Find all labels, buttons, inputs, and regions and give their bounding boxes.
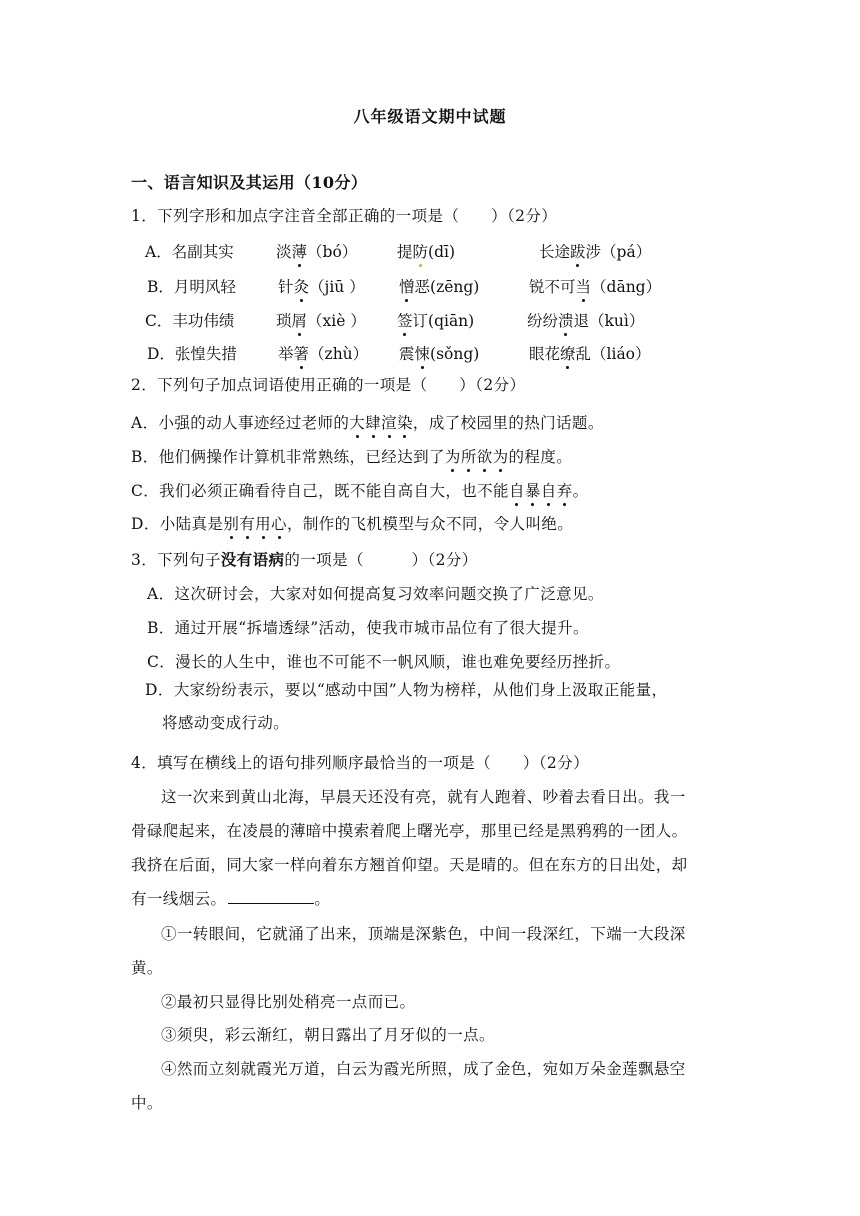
q4-sentence-2: ②最初只显得比别处稍亮一点而已。 <box>161 993 416 1011</box>
q1-option-c: C．丰功伟绩 琐屑（xiè ） 签订(qiān) 纷纷溃退（kuì） <box>145 312 645 330</box>
q4-sentence-1-line1: ①一转眼间，它就涌了出来，顶端是深紫色，中间一段深红，下端一大段深 <box>161 925 686 943</box>
q4-sentence-1-line2: 黄。 <box>131 959 163 977</box>
q4-passage-line1: 这一次来到黄山北海，早晨天还没有亮，就有人跑着、吵着去看日出。我一 <box>161 788 686 806</box>
answer-blank <box>228 889 314 904</box>
section-heading: 一、语言知识及其运用（10分） <box>131 173 368 192</box>
q3-stem: 3．下列句子没有语病的一项是（ ）（2分） <box>131 550 478 569</box>
q4-stem: 4．填写在横线上的语句排列顺序最恰当的一项是（ ）（2分） <box>131 754 589 772</box>
exam-title: 八年级语文期中试题 <box>353 107 507 126</box>
q3-option-d-line1: D．大家纷纷表示，要以“感动中国”人物为榜样，从他们身上汲取正能量， <box>145 681 668 699</box>
q2-option-a: A．小强的动人事迹经过老师的大肆渲染，成了校园里的热门话题。 <box>131 414 604 432</box>
q3-option-b: B．通过开展“拆墙透绿”活动，使我市城市品位有了很大提升。 <box>147 619 589 637</box>
q2-stem: 2．下列句子加点词语使用正确的一项是（ ）（2分） <box>131 376 526 394</box>
q3-option-a: A．这次研讨会，大家对如何提高复习效率问题交换了广泛意见。 <box>147 585 604 603</box>
q4-passage-line3: 我挤在后面，同大家一样向着东方翘首仰望。天是晴的。但在东方的日出处，却 <box>131 856 688 874</box>
q4-passage-line4: 有一线烟云。 。 <box>131 890 331 908</box>
q4-sentence-4-line2: 中。 <box>131 1094 163 1112</box>
q4-sentence-4-line1: ④然而立刻就霞光万道，白云为霞光所照，成了金色，宛如万朵金莲飘悬空 <box>161 1060 686 1078</box>
q3-option-c: C．漫长的人生中，谁也不可能不一帆风顺，谁也难免要经历挫折。 <box>147 653 621 671</box>
q1-stem: 1．下列字形和加点字注音全部正确的一项是（ ）（2分） <box>131 207 558 225</box>
q1-option-d: D．张惶失措 举箸（zhù） 震悚(sǒng) 眼花缭乱（liáo） <box>147 345 651 363</box>
q4-passage-line2: 骨碌爬起来，在凌晨的薄暗中摸索着爬上曙光亭，那里已经是黑鸦鸦的一团人。 <box>131 822 688 840</box>
q2-option-d: D．小陆真是别有用心，制作的飞机模型与众不同，令人叫绝。 <box>131 515 574 533</box>
q2-option-b: B．他们俩操作计算机非常熟练，已经达到了为所欲为的程度。 <box>131 448 573 466</box>
q3-option-d-line2: 将感动变成行动。 <box>162 714 290 732</box>
q4-sentence-3: ③须臾，彩云渐红，朝日露出了月牙似的一点。 <box>161 1026 495 1044</box>
q2-option-c: C．我们必须正确看待自己，既不能自高自大，也不能自暴自弃。 <box>131 482 589 500</box>
q1-option-b: B．月明风轻 针灸（jiū ） 憎恶(zēng) 锐不可当（dāng） <box>147 278 662 296</box>
q1-option-a: A．名副其实 淡薄（bó） 提防(dī) 长途跋涉（pá） <box>145 243 652 261</box>
